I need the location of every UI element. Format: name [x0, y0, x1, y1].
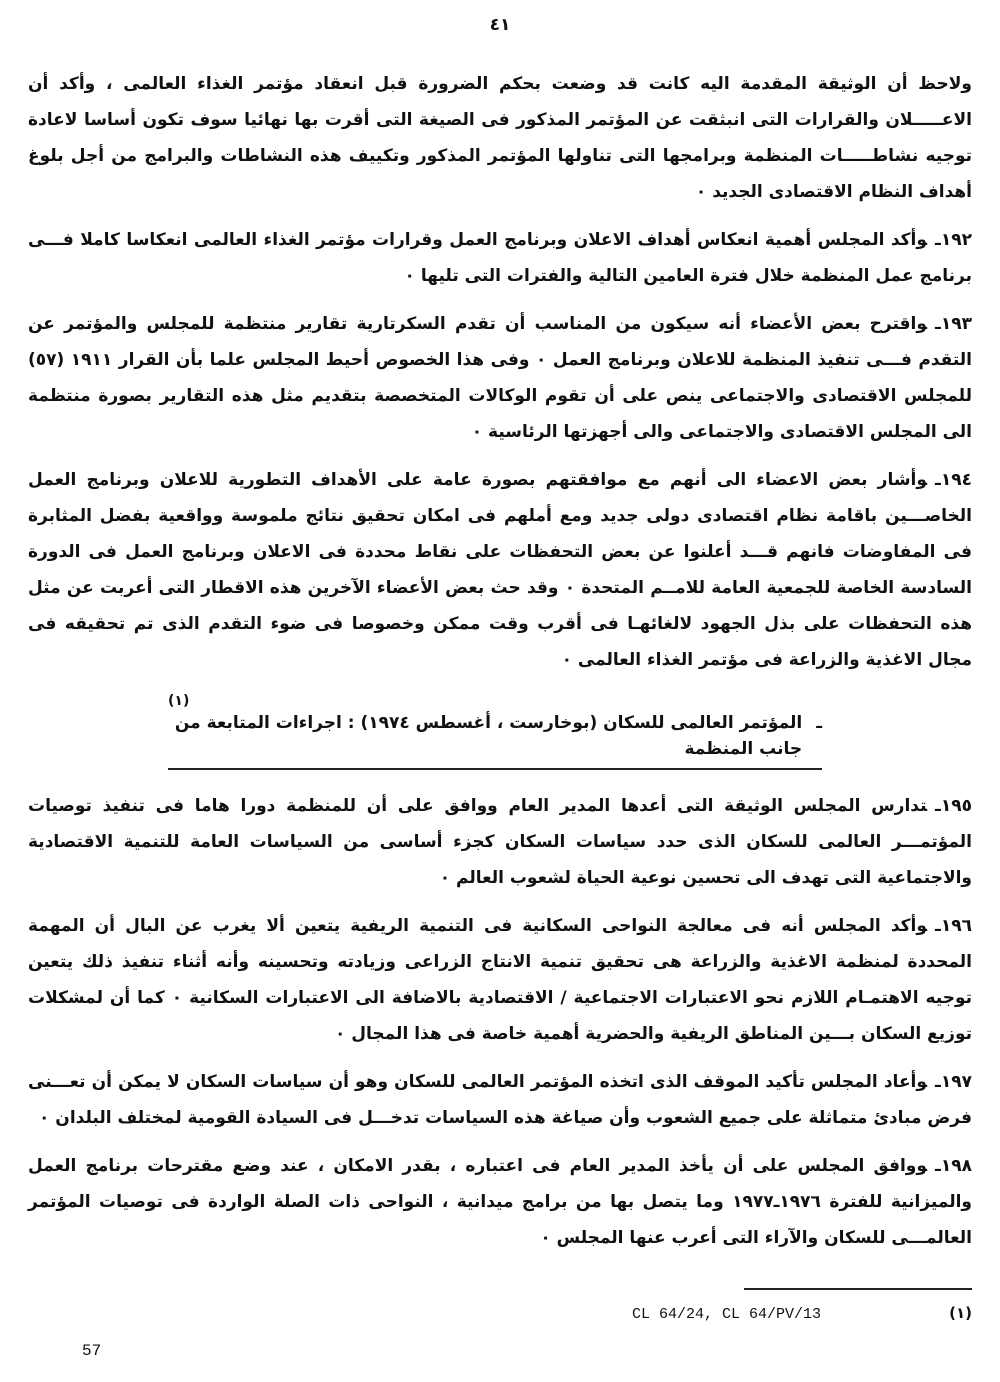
paragraph-198	[28, 1148, 972, 1256]
paragraph-number: ١٩٣ـ	[935, 314, 972, 334]
paragraph-number: ١٩٥ـ	[935, 796, 972, 816]
heading-dash: ـ	[816, 713, 822, 733]
section-heading-text: المؤتمر العالمى للسكان (بوخارست ، أغسطس ١٩٧٤) : اجراءات المتابعة من جانب المنظمة	[174, 713, 803, 759]
paragraph-number: ١٩٤ـ	[935, 470, 972, 490]
paragraph-195	[28, 788, 972, 896]
page-number-latin: 57	[82, 1342, 102, 1360]
page-number-arabic: ٤١	[489, 15, 511, 35]
footnote-mark: (١)	[949, 1304, 972, 1322]
paragraph-text: ولاحظ أن الوثيقة المقدمة اليه كانت قد وضعت بحكم الضرورة قبل انعقاد مؤتمر الغذاء العالمى ، وأكد أن الاعـــــلان والقرارات التى انبثقت عن المؤتمر المذكور فى الصيغة التى أقرت بها نهائيا سوف تكون أساسا لاعادة توجيه نشاطـــــات المنظمة وبرامجها التى تناولها المؤتمر المذكور وتكييف هذه النشاطات والبرامج من أجل بلوغ أهداف النظام الاقتصادى الجديد ٠	[28, 74, 972, 202]
paragraph-number: ١٩٦ـ	[935, 916, 972, 936]
footnote	[632, 1302, 972, 1326]
paragraph-text: ووافق المجلس على أن يأخذ المدير العام فى اعتباره ، بقدر الامكان ، عند وضع مقترحات برنامج العمل والميزانية للفترة ١٩٧٦ـ١٩٧٧ وما يتصل بها من برامج ميدانية ، النواحى ذات الصلة الواردة فى توصيات المؤتمر العالمـــى للسكان والآراء التى أعرب عنها المجلس ٠	[28, 1156, 973, 1248]
paragraph-intro	[28, 66, 972, 210]
paragraph-text: واقترح بعض الأعضاء أنه سيكون من المناسب أن تقدم السكرتارية تقارير منتظمة للمجلس والمؤتمر عن التقدم فـــى تنفيذ المنظمة للاعلان وبرنامج العمل ٠ وفى هذا الخصوص أحيط المجلس علما بأن القرار ١٩١١ (٥٧) للمجلس الاقتصادى والاجتماعى ينص على أن تقوم الوكالات المتخصصة بتقديم مثل هذه التقارير بصورة منتظمة الى المجلس الاقتصادى والاجتماعى والى أجهزتها الرئاسية ٠	[28, 314, 972, 442]
paragraph-197	[28, 1064, 972, 1136]
paragraph-196	[28, 908, 972, 1052]
paragraph-194	[28, 462, 972, 678]
heading-footnote-mark: (١)	[168, 693, 190, 709]
paragraph-text: وأكد المجلس أهمية انعكاس أهداف الاعلان وبرنامج العمل وقرارات مؤتمر الغذاء العالمى انعكاسا كاملا فـــى برنامج عمل المنظمة خلال فترة العامين التالية والفترات التى تليها ٠	[28, 230, 972, 286]
footnote-reference: CL 64/24, CL 64/PV/13	[632, 1306, 822, 1323]
paragraph-number: ١٩٢ـ	[935, 230, 972, 250]
paragraph-192	[28, 222, 972, 294]
page-spacer	[28, 1268, 972, 1288]
paragraph-text: وأعاد المجلس تأكيد الموقف الذى اتخذه المؤتمر العالمى للسكان وهو أن سياسات السكان لا يمكن أن تعـــنى فرض مبادئ متماثلة على جميع الشعوب وأن صياغة هذه السياسات تدخـــل فى السيادة القومية لمختلف البلدان ٠	[28, 1072, 972, 1128]
paragraph-193	[28, 306, 972, 450]
paragraph-text: وأكد المجلس أنه فى معالجة النواحى السكانية فى التنمية الريفية يتعين ألا يغرب عن البال أن المهمة المحددة لمنظمة الاغذية والزراعة هى تحقيق تنمية الانتاج الزراعى وزيادته وتحسينه وأنه أثناء تنفيذ ذلك يتعين توجيه الاهتمـام اللازم نحو الاعتبارات الاجتماعية / الاقتصادية بالاضافة الى الاعتبارات السكانية ٠ كما أن لمشكلات توزيع السكان بـــين المناطق الريفية والحضرية أهمية خاصة فى هذا المجال ٠	[28, 916, 972, 1044]
section-heading-block	[28, 692, 972, 770]
paragraph-number: ١٩٨ـ	[935, 1156, 972, 1176]
footnote-area	[28, 1288, 972, 1326]
section-heading	[168, 710, 822, 762]
paragraph-number: ١٩٧ـ	[935, 1072, 972, 1092]
paragraph-text: تدارس المجلس الوثيقة التى أعدها المدير العام ووافق على أن للمنظمة دورا هاما فى تنفيذ توصيات المؤتمـــر العالمى للسكان الذى حدد سياسات السكان كجزء أساسى من السياسات العامة للتنمية الاقتصادية والاجتماعية التى تهدف الى تحسين نوعية الحياة لشعوب العالم ٠	[28, 796, 972, 888]
heading-underline	[168, 768, 822, 770]
footnote-separator	[744, 1288, 972, 1290]
paragraph-text: وأشار بعض الاعضاء الى أنهم مع موافقتهم بصورة عامة على الأهداف التطورية للاعلان وبرنامج العمل الخاصـــين باقامة نظام اقتصادى دولى جديد ومع أملهم فى امكان تحقيق نتائج ملموسة وواقعية بفضل المثابرة فى المفاوضات فانهم قـــد أعلنوا عن بعض التحفظات على نقاط محددة فى الاعلان وبرنامج العمل فى الدورة السادسة الخاصة للجمعية العامة للامــم المتحدة ٠ وقد حث بعض الأعضاء الآخرين هذه الاقطار التى أعربت عن مثل هذه التحفظات على بذل الجهود لالغائهـا فى أقرب وقت ممكن وخصوصا فى ضوء التقدم الذى تم تحقيقه فى مجال الاغذية والزراعة فى مؤتمر الغذاء العالمى ٠	[28, 470, 972, 670]
